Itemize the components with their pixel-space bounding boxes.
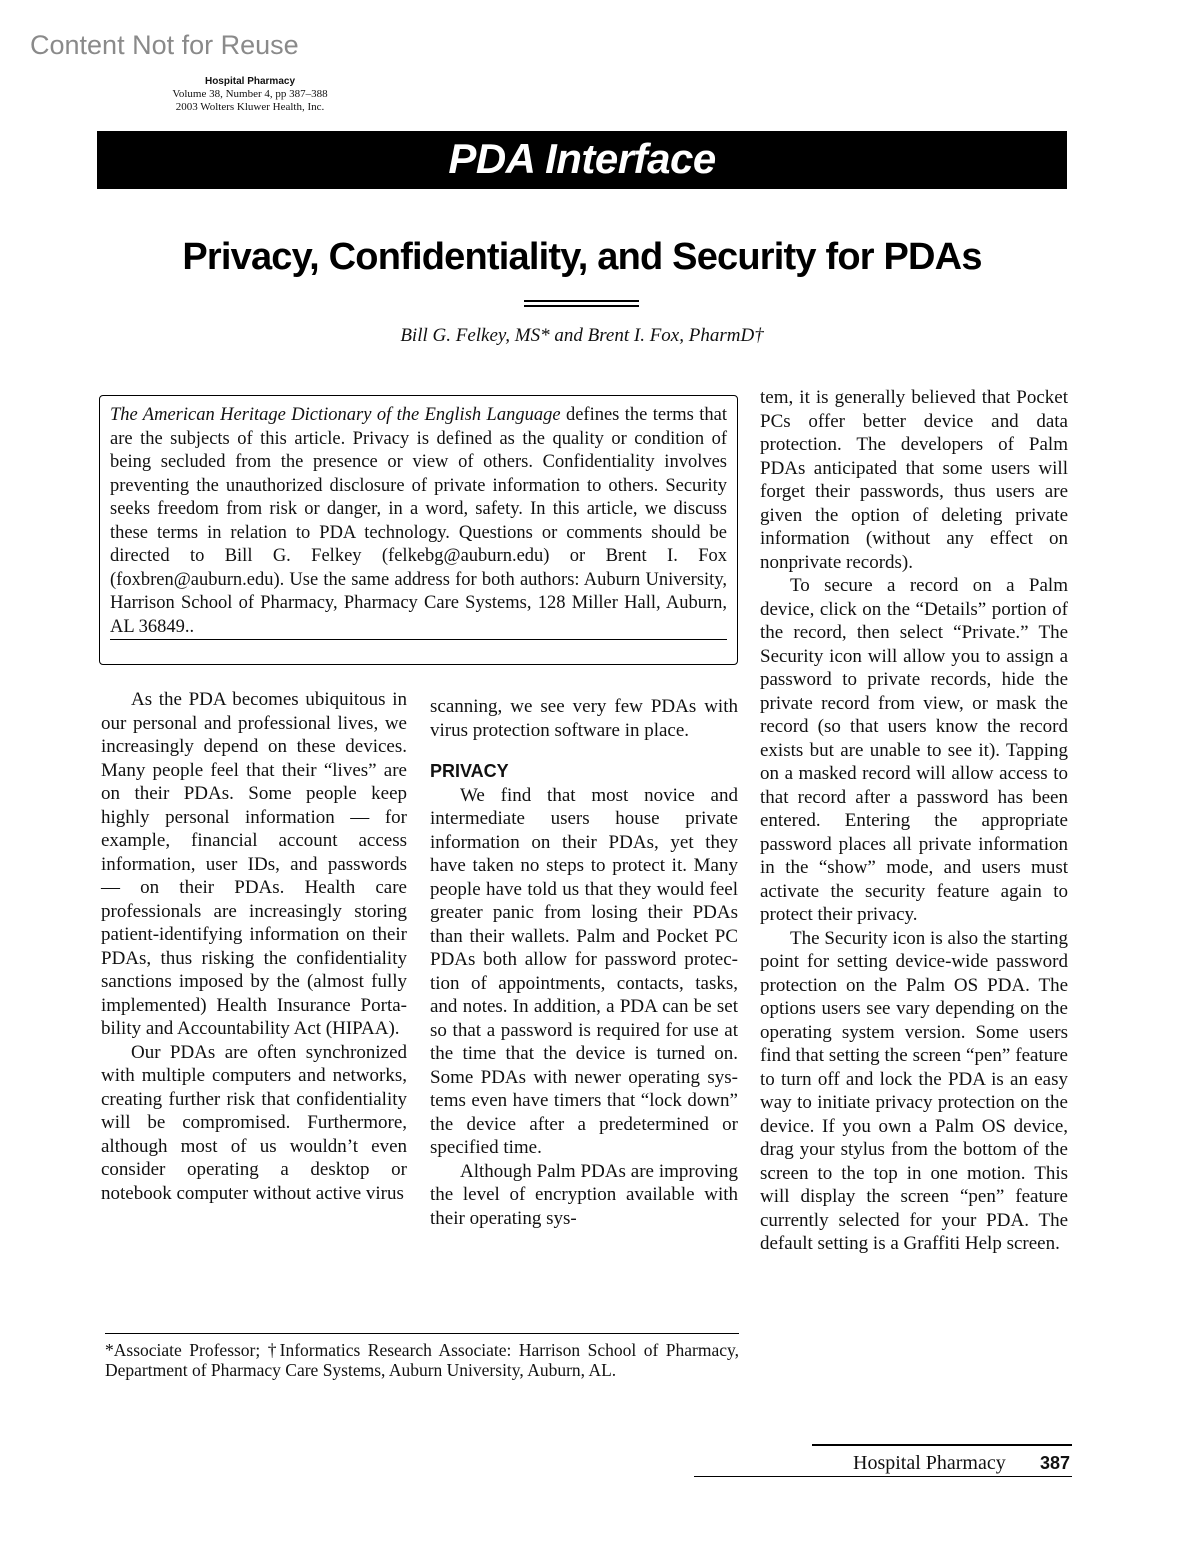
journal-info <box>150 75 350 114</box>
paragraph: The Security icon is also the starting point for setting device-wide password protection on the Palm OS PDA. The options users see vary depending on the operating system version. Some users find that setting the screen “pen” feature to turn off and lock the PDA is an easy way to initiate privacy protection on the device. If you own a Palm OS device, drag your stylus from the bottom of the screen to the top in one motion. This will display the screen “pen” feature currently selected for your PDA. The default setting is a Graffiti Help screen. <box>760 927 1068 1254</box>
journal-volume: Volume 38, Number 4, pp 387–388 <box>172 88 328 100</box>
banner-title: PDA Interface <box>448 135 716 182</box>
abstract-box <box>99 395 738 665</box>
paragraph: scanning, we see very few PDAs with virus protection software in place. <box>430 696 738 741</box>
paragraph: tem, it is generally believed that Pocket PCs offer better device and data protection. The developers of Palm PDAs anticipated that some users will forget their passwords, thus users are given the option of deleting private information (without any effect on nonprivate records). <box>760 387 1068 573</box>
section-heading-privacy: PRIVACY <box>430 761 509 781</box>
journal-name: Hospital Pharmacy <box>204 76 296 87</box>
abstract-book-title: The American Heritage Dictionary of the English Language <box>110 405 561 425</box>
paragraph: As the PDA becomes ubiquitous in our personal and professional lives, we increasingly depend on these devices. Many people feel that their “lives” are on their PDAs. Some people keep highly personal information — for example, financial account access information, user IDs, and passwords — on their PDAs. Health care professionals are increasingly storing patient-identifying information on their PDAs, thus risking the confidentiality sanctions imposed by the (almost fully implemented) Health Insurance Portability and Accountability Act (HIPAA). <box>101 689 407 1039</box>
title-rule-bottom <box>524 305 639 307</box>
column-1 <box>101 688 407 1205</box>
paragraph: Our PDAs are often synchronized with multiple computers and networks, creating further risk that confidentiality will be compromised. Furthermore, although most of us wouldn’t even consider operating a desktop or notebook computer without active virus <box>101 1041 407 1204</box>
paragraph: We find that most novice and intermediate users house private information on their PDAs, yet they have taken no steps to protect it. Many people have told us that they would feel greater panic from losing their PDAs than their wallets. Palm and Pocket PC PDAs both allow for password protection of appointments, contacts, tasks, and notes. In addition, a PDA can be set so that a password is required for use at the time that the device is turned on. Some PDAs with newer operating systems even have timers that “lock down” the device after a predetermined or specified time. <box>430 784 738 1158</box>
watermark: Content Not for Reuse <box>30 30 299 60</box>
column-3 <box>760 386 1068 1256</box>
authors: Bill G. Felkey, MS* and Brent I. Fox, PharmD† <box>400 325 764 346</box>
abstract-rule <box>110 639 727 640</box>
paragraph: To secure a record on a Palm device, click on the “Details” portion of the record, then select “Private.” The Security icon will allow you to assign a password to private records, hide the private record from view, or mask the record (so that users know the record exists but are unable to see it). Tapping on a masked record will allow access to that record after a password has been entered. Entering the appropriate password places all private information in the “show” mode, and users must activate the security feature again to protect their privacy. <box>760 575 1068 925</box>
abstract-body: defines the terms that are the subjects of this article. Privacy is defined as the quality or condition of being secluded from the presence or view of others. Confidentiality involves preventing the unauthorized disclosure of private information to others. Security seeks freedom from risk or danger, in a word, safety. In this article, we discuss these terms in relation to PDA technology. Questions or comments should be directed to Bill G. Felkey (felkebg@auburn.edu) or Brent I. Fox (foxbren@auburn.edu). Use the same address for both authors: Auburn University, Harrison School of Pharmacy, Pharmacy Care Systems, 128 Miller Hall, Auburn, AL 36849.. <box>110 405 727 637</box>
abstract-text <box>110 404 727 639</box>
journal-copyright: 2003 Wolters Kluwer Health, Inc. <box>175 101 325 113</box>
column-2 <box>430 695 738 1230</box>
paragraph: Although Palm PDAs are improving the level of encryption available with their operating sys- <box>430 1160 738 1229</box>
article-title: Privacy, Confidentiality, and Security for PDAs <box>182 236 982 278</box>
page-number: 387 <box>1040 1453 1071 1473</box>
footnote-rule <box>105 1333 739 1334</box>
footer-journal-name: Hospital Pharmacy <box>853 1452 1006 1474</box>
footnote: *Associate Professor; †Informatics Research Associate: Harrison School of Pharmacy, Department of Pharmacy Care Systems, Auburn University, Auburn, AL. <box>105 1340 739 1380</box>
footer-rule-bottom <box>694 1476 1072 1477</box>
section-banner <box>97 131 1067 189</box>
footer-rule-top <box>812 1444 1072 1446</box>
title-rule-top <box>524 300 639 302</box>
